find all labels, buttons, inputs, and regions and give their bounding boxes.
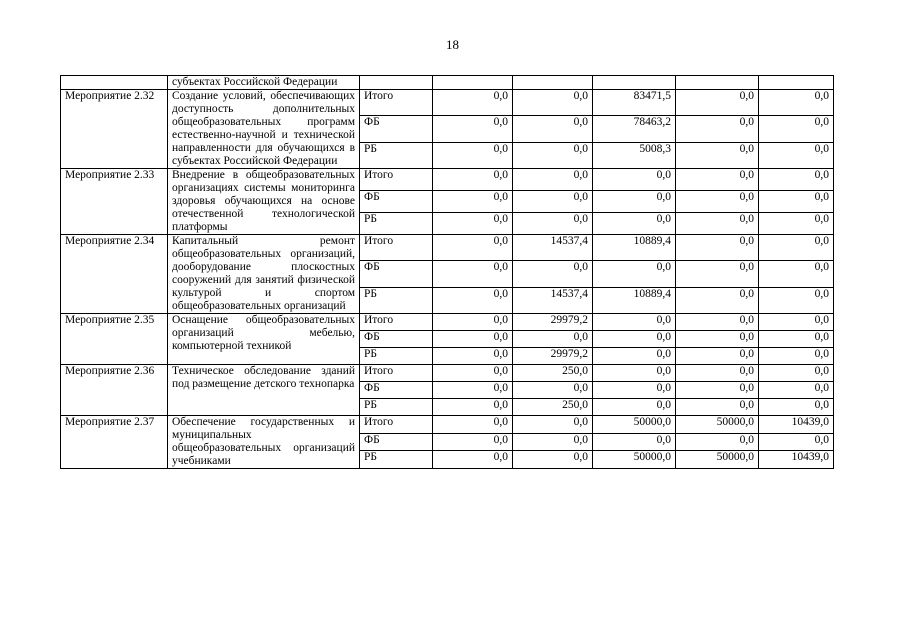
amount-cell: 0,0 <box>759 191 834 213</box>
amount-cell: 0,0 <box>759 90 834 116</box>
amount-cell: 0,0 <box>513 169 593 191</box>
amount-cell: 0,0 <box>433 314 513 331</box>
amount-cell: 10889,4 <box>593 287 676 313</box>
amount-cell: 0,0 <box>433 331 513 348</box>
amount-cell: 0,0 <box>433 235 513 261</box>
empty-cell <box>759 76 834 90</box>
measure-description: Создание условий, обеспечивающих доступность дополнительных общеобразовательных программ естественно-научной и технической направленности для обучающихся в субъектах Российской Федерации <box>168 90 360 169</box>
amount-cell: 5008,3 <box>593 142 676 168</box>
amount-cell: 0,0 <box>433 399 513 416</box>
funding-source: Итого <box>360 314 433 331</box>
amount-cell: 0,0 <box>593 399 676 416</box>
amount-cell: 0,0 <box>759 261 834 287</box>
table-row <box>61 90 834 116</box>
amount-cell: 0,0 <box>593 382 676 399</box>
amount-cell: 0,0 <box>513 116 593 142</box>
amount-cell: 0,0 <box>593 191 676 213</box>
amount-cell: 50000,0 <box>676 416 759 434</box>
amount-cell: 78463,2 <box>593 116 676 142</box>
measure-id: Мероприятие 2.34 <box>61 235 168 314</box>
amount-cell: 0,0 <box>676 142 759 168</box>
empty-cell <box>433 76 513 90</box>
amount-cell: 0,0 <box>593 365 676 382</box>
amount-cell: 0,0 <box>676 399 759 416</box>
funding-source: РБ <box>360 287 433 313</box>
amount-cell: 0,0 <box>593 213 676 235</box>
amount-cell: 10439,0 <box>759 416 834 434</box>
funding-source: РБ <box>360 348 433 365</box>
amount-cell: 0,0 <box>759 142 834 168</box>
amount-cell: 0,0 <box>433 90 513 116</box>
amount-cell: 0,0 <box>676 314 759 331</box>
funding-source: Итого <box>360 235 433 261</box>
amount-cell: 0,0 <box>676 213 759 235</box>
amount-cell: 14537,4 <box>513 287 593 313</box>
amount-cell: 0,0 <box>759 169 834 191</box>
amount-cell: 10889,4 <box>593 235 676 261</box>
amount-cell: 0,0 <box>759 433 834 451</box>
empty-cell <box>360 76 433 90</box>
amount-cell: 0,0 <box>513 416 593 434</box>
amount-cell: 0,0 <box>676 169 759 191</box>
empty-cell <box>676 76 759 90</box>
measure-description: субъектах Российской Федерации <box>168 76 360 90</box>
amount-cell: 0,0 <box>676 348 759 365</box>
amount-cell: 0,0 <box>676 261 759 287</box>
amount-cell: 250,0 <box>513 399 593 416</box>
table-body <box>61 76 834 469</box>
amount-cell: 0,0 <box>676 116 759 142</box>
amount-cell: 0,0 <box>433 382 513 399</box>
amount-cell: 0,0 <box>759 331 834 348</box>
table-row <box>61 416 834 434</box>
amount-cell: 0,0 <box>759 399 834 416</box>
amount-cell: 0,0 <box>433 191 513 213</box>
empty-cell <box>593 76 676 90</box>
amount-cell: 0,0 <box>513 142 593 168</box>
amount-cell: 29979,2 <box>513 314 593 331</box>
funding-source: Итого <box>360 90 433 116</box>
amount-cell: 0,0 <box>593 331 676 348</box>
amount-cell: 0,0 <box>513 382 593 399</box>
table-row <box>61 169 834 191</box>
amount-cell: 0,0 <box>593 261 676 287</box>
amount-cell: 0,0 <box>433 142 513 168</box>
funding-source: ФБ <box>360 261 433 287</box>
amount-cell: 0,0 <box>676 287 759 313</box>
funding-source: Итого <box>360 416 433 434</box>
funding-source: РБ <box>360 451 433 469</box>
amount-cell: 50000,0 <box>593 451 676 469</box>
amount-cell: 0,0 <box>593 169 676 191</box>
empty-cell <box>513 76 593 90</box>
amount-cell: 0,0 <box>676 433 759 451</box>
amount-cell: 0,0 <box>433 261 513 287</box>
amount-cell: 0,0 <box>433 348 513 365</box>
amount-cell: 0,0 <box>593 348 676 365</box>
funding-source: РБ <box>360 399 433 416</box>
amount-cell: 0,0 <box>676 382 759 399</box>
amount-cell: 0,0 <box>759 213 834 235</box>
amount-cell: 50000,0 <box>676 451 759 469</box>
amount-cell: 0,0 <box>759 365 834 382</box>
amount-cell: 0,0 <box>433 433 513 451</box>
amount-cell: 0,0 <box>759 348 834 365</box>
amount-cell: 29979,2 <box>513 348 593 365</box>
amount-cell: 0,0 <box>433 213 513 235</box>
amount-cell: 0,0 <box>513 451 593 469</box>
continuation-row <box>61 76 834 90</box>
funding-source: ФБ <box>360 433 433 451</box>
amount-cell: 0,0 <box>513 433 593 451</box>
funding-table <box>60 75 834 469</box>
amount-cell: 0,0 <box>433 116 513 142</box>
amount-cell: 0,0 <box>759 235 834 261</box>
amount-cell: 0,0 <box>513 90 593 116</box>
page-number: 18 <box>446 37 459 52</box>
amount-cell: 0,0 <box>593 433 676 451</box>
amount-cell: 0,0 <box>513 331 593 348</box>
amount-cell: 0,0 <box>759 116 834 142</box>
amount-cell: 0,0 <box>433 169 513 191</box>
amount-cell: 0,0 <box>433 365 513 382</box>
amount-cell: 0,0 <box>759 382 834 399</box>
amount-cell: 0,0 <box>593 314 676 331</box>
table-row <box>61 365 834 382</box>
amount-cell: 0,0 <box>676 191 759 213</box>
amount-cell: 10439,0 <box>759 451 834 469</box>
amount-cell: 0,0 <box>676 235 759 261</box>
funding-source: Итого <box>360 365 433 382</box>
measure-id-cell <box>61 76 168 90</box>
table-row <box>61 235 834 261</box>
measure-description: Внедрение в общеобразовательных организациях системы мониторинга здоровья обучающихся на основе отечественной технологической платформы <box>168 169 360 235</box>
funding-source: ФБ <box>360 116 433 142</box>
measure-description: Оснащение общеобразовательных организаций мебелью, компьютерной техникой <box>168 314 360 365</box>
amount-cell: 83471,5 <box>593 90 676 116</box>
amount-cell: 0,0 <box>513 213 593 235</box>
amount-cell: 250,0 <box>513 365 593 382</box>
amount-cell: 0,0 <box>676 90 759 116</box>
measure-id: Мероприятие 2.36 <box>61 365 168 416</box>
amount-cell: 0,0 <box>433 416 513 434</box>
funding-source: ФБ <box>360 382 433 399</box>
funding-source: ФБ <box>360 191 433 213</box>
measure-id: Мероприятие 2.32 <box>61 90 168 169</box>
amount-cell: 0,0 <box>433 451 513 469</box>
measure-description: Техническое обследование зданий под размещение детского технопарка <box>168 365 360 416</box>
amount-cell: 50000,0 <box>593 416 676 434</box>
funding-source: РБ <box>360 213 433 235</box>
amount-cell: 0,0 <box>433 287 513 313</box>
amount-cell: 0,0 <box>759 287 834 313</box>
measure-description: Капитальный ремонт общеобразовательных организаций, дооборудование плоскостных сооружений для занятий физической культурой и спортом общеобразовательных организаций <box>168 235 360 314</box>
table-row <box>61 314 834 331</box>
measure-description: Обеспечение государственных и муниципальных общеобразовательных организаций учебниками <box>168 416 360 469</box>
amount-cell: 0,0 <box>513 191 593 213</box>
amount-cell: 0,0 <box>759 314 834 331</box>
funding-source: ФБ <box>360 331 433 348</box>
measure-id: Мероприятие 2.33 <box>61 169 168 235</box>
funding-source: Итого <box>360 169 433 191</box>
amount-cell: 0,0 <box>513 261 593 287</box>
amount-cell: 0,0 <box>676 365 759 382</box>
amount-cell: 14537,4 <box>513 235 593 261</box>
measure-id: Мероприятие 2.37 <box>61 416 168 469</box>
funding-source: РБ <box>360 142 433 168</box>
measure-id: Мероприятие 2.35 <box>61 314 168 365</box>
amount-cell: 0,0 <box>676 331 759 348</box>
